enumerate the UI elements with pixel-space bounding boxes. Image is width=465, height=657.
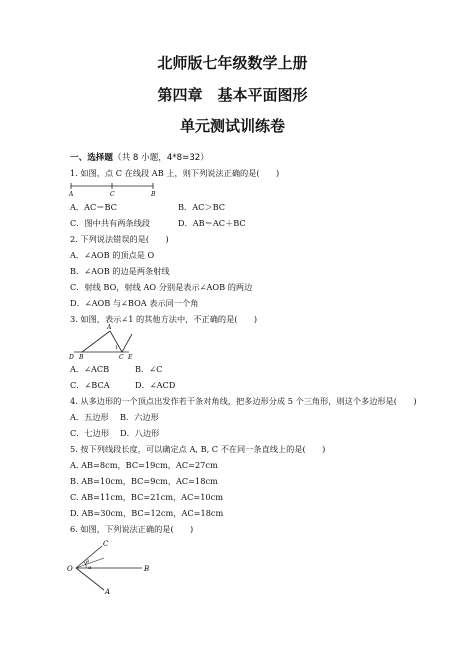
line-ce-ray	[122, 334, 132, 352]
question-3-option-d: D．∠ACD	[135, 380, 176, 390]
question-5-stem: 5. 按下列线段长度，可以确定点 A, B, C 不在同一条直线上的是( )	[70, 444, 326, 454]
label-c: C	[103, 540, 109, 548]
section-note: （共 8 小题，4*8=32）	[112, 153, 209, 163]
label-b: B	[151, 191, 156, 198]
label-b: B	[79, 354, 84, 361]
question-2-option-d: D．∠AOB 与∠BOA 表示同一个角	[70, 298, 199, 308]
question-4-option-b: B．六边形	[120, 412, 159, 422]
question-3-option-a: A．∠ACB	[70, 364, 110, 374]
title-line-2: 第四章 基本平面图形	[157, 86, 308, 104]
question-5-option-c: C. AB=11cm，BC=21cm，AC=10cm	[70, 492, 223, 502]
label-d: D	[69, 354, 74, 361]
question-1-option-a: A．AC＝BC	[70, 202, 117, 212]
label-beta: β	[86, 559, 89, 565]
question-3-stem: 3. 如图，表示∠1 的其他方法中，不正确的是( )	[70, 314, 258, 324]
question-2-option-b: B．∠AOB 的边是两条射线	[70, 266, 170, 276]
question-5-option-d: D. AB=30cm，BC=12cm，AC=18cm	[70, 508, 224, 518]
label-c: C	[110, 191, 115, 198]
question-2-option-c: C．射线 BO，射线 AO 分别是表示∠AOB 的两边	[70, 282, 253, 292]
question-5-option-b: B. AB=10cm，BC=9cm，AC=18cm	[70, 476, 218, 486]
question-2-stem: 2. 下列说法错误的是( )	[70, 234, 169, 244]
label-c: C	[119, 354, 124, 361]
question-3-figure	[66, 322, 146, 360]
ray-oa	[76, 568, 104, 590]
question-6-figure	[64, 538, 154, 596]
question-1-option-b: B．AC＞BC	[178, 202, 226, 212]
label-a: A	[69, 191, 74, 198]
question-4-option-a: A．五边形	[70, 412, 109, 422]
question-1-option-d: D．AB＝AC＋BC	[178, 218, 246, 228]
label-e: E	[128, 354, 133, 361]
label-a: A	[107, 324, 112, 331]
label-angle-1: 1	[115, 345, 119, 351]
label-alpha: α	[88, 565, 92, 571]
question-3-option-b: B．∠C	[135, 364, 163, 374]
section-heading	[70, 151, 209, 163]
question-1-figure	[68, 180, 158, 198]
question-4-option-c: C．七边形	[70, 428, 110, 438]
question-3-option-c: C．∠BCA	[70, 380, 110, 390]
line-ba	[82, 331, 110, 352]
question-4-stem: 4. 从多边形的一个顶点出发作若干条对角线，把多边形分成 5 个三角形，则这个多边形是( )	[70, 396, 417, 406]
label-a: A	[105, 588, 111, 596]
question-1-option-c: C．图中共有两条线段	[70, 218, 150, 228]
question-4-option-d: D．八边形	[120, 428, 160, 438]
label-b: B	[144, 565, 150, 573]
question-1-stem: 1. 如图，点 C 在线段 AB 上，则下列说法正确的是( )	[70, 168, 280, 178]
question-6-stem: 6. 如图，下列说法正确的是( )	[70, 524, 194, 534]
question-5-option-a: A. AB=8cm，BC=19cm，AC=27cm	[70, 460, 218, 470]
title-line-3: 单元测试训练卷	[179, 117, 285, 135]
question-2-option-a: A．∠AOB 的顶点是 O	[70, 250, 155, 260]
title-line-1: 北师版七年级数学上册	[157, 54, 308, 72]
section-title: 一、选择题	[70, 153, 113, 163]
label-o: O	[67, 565, 73, 573]
